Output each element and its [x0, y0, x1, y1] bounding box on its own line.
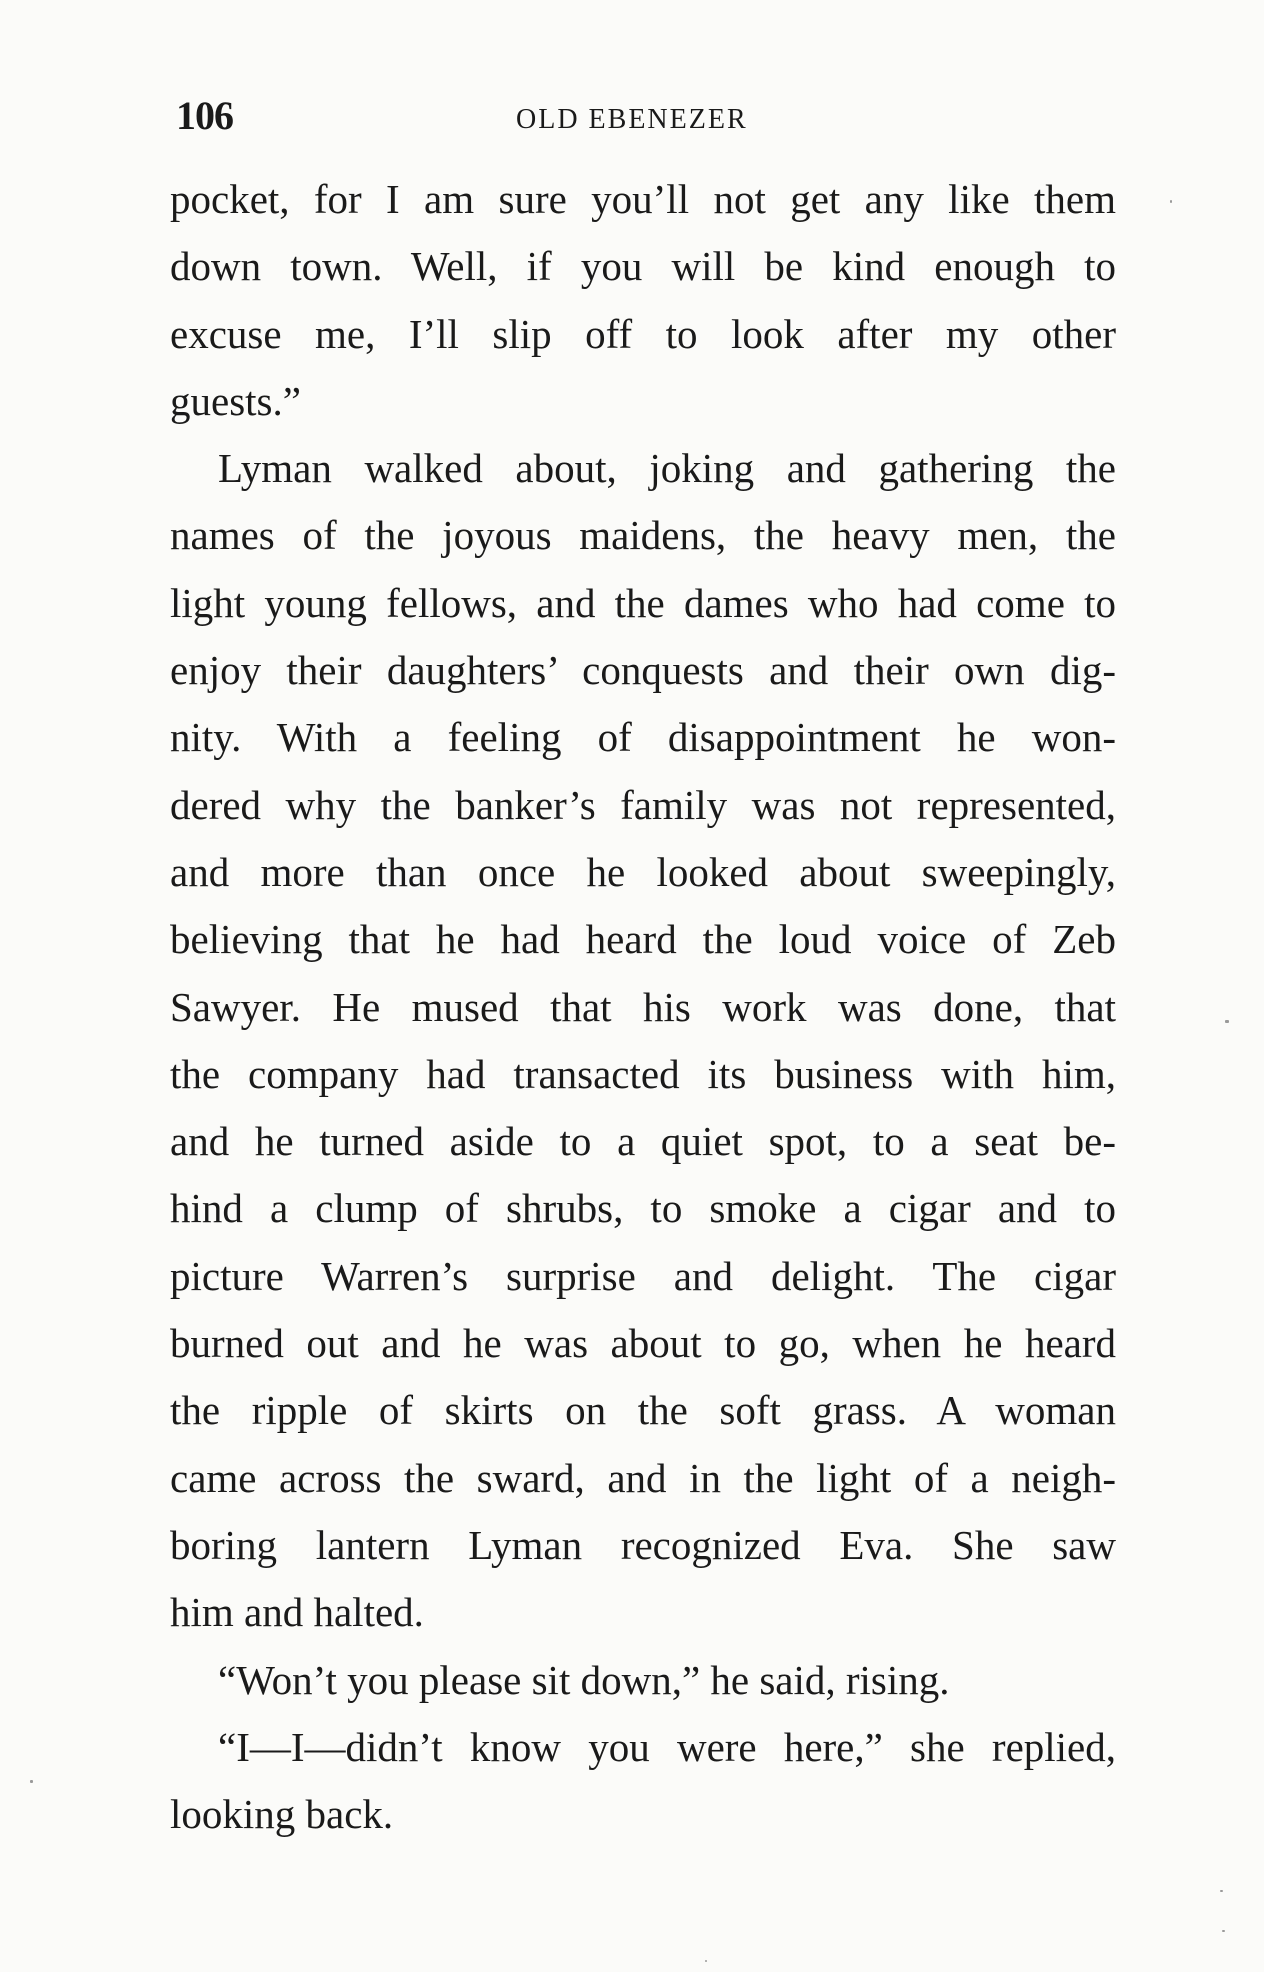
paper-speck — [1220, 1890, 1223, 1892]
text-line: believing that he had heard the loud voice of Zeb — [170, 916, 1116, 963]
text-line: and more than once he looked about sweepingly, — [170, 848, 1116, 895]
text-line: burned out and he was about to go, when he heard — [170, 1320, 1116, 1367]
running-title: OLD EBENEZER — [516, 104, 748, 135]
text-line: boring lantern Lyman recognized Eva. She saw — [170, 1521, 1116, 1568]
text-line: him and halted. — [170, 1589, 424, 1636]
paper-speck — [1225, 1020, 1229, 1023]
text-line: came across the sward, and in the light of a neigh- — [170, 1454, 1116, 1501]
text-line: pocket, for I am sure you’ll not get any like them — [170, 176, 1116, 222]
paper-speck — [30, 1780, 33, 1783]
page-number: 106 — [176, 93, 233, 138]
text-line: light young fellows, and the dames who had come to — [170, 579, 1116, 626]
body-text — [170, 166, 1116, 1848]
text-line: Sawyer. He mused that his work was done, that — [170, 983, 1116, 1030]
text-line: the company had transacted its business with him, — [170, 1050, 1116, 1097]
text-line: guests.” — [170, 377, 301, 424]
text-line: nity. With a feeling of disappointment he won- — [170, 714, 1116, 761]
text-line: “I—I—didn’t know you were here,” she replied, — [218, 1723, 1116, 1770]
paper-speck — [705, 1960, 707, 1962]
text-line: enjoy their daughters’ conquests and their own dig- — [170, 647, 1116, 694]
text-line: dered why the banker’s family was not represented, — [170, 781, 1116, 828]
text-line: down town. Well, if you will be kind enough to — [170, 243, 1116, 290]
text-line: and he turned aside to a quiet spot, to a seat be- — [170, 1118, 1116, 1165]
text-line: the ripple of skirts on the soft grass. A woman — [170, 1387, 1116, 1434]
text-line: looking back. — [170, 1791, 394, 1838]
page-header — [176, 92, 1086, 152]
paper-speck — [1222, 1930, 1225, 1932]
text-line: picture Warren’s surprise and delight. The cigar — [170, 1252, 1116, 1299]
paper-speck — [1170, 200, 1172, 203]
text-line: Lyman walked about, joking and gathering the — [218, 445, 1116, 492]
text-line: “Won’t you please sit down,” he said, rising. — [218, 1656, 950, 1703]
text-line: excuse me, I’ll slip off to look after my other — [170, 310, 1116, 357]
text-line: names of the joyous maidens, the heavy men, the — [170, 512, 1116, 559]
text-line: hind a clump of shrubs, to smoke a cigar and to — [170, 1185, 1116, 1232]
